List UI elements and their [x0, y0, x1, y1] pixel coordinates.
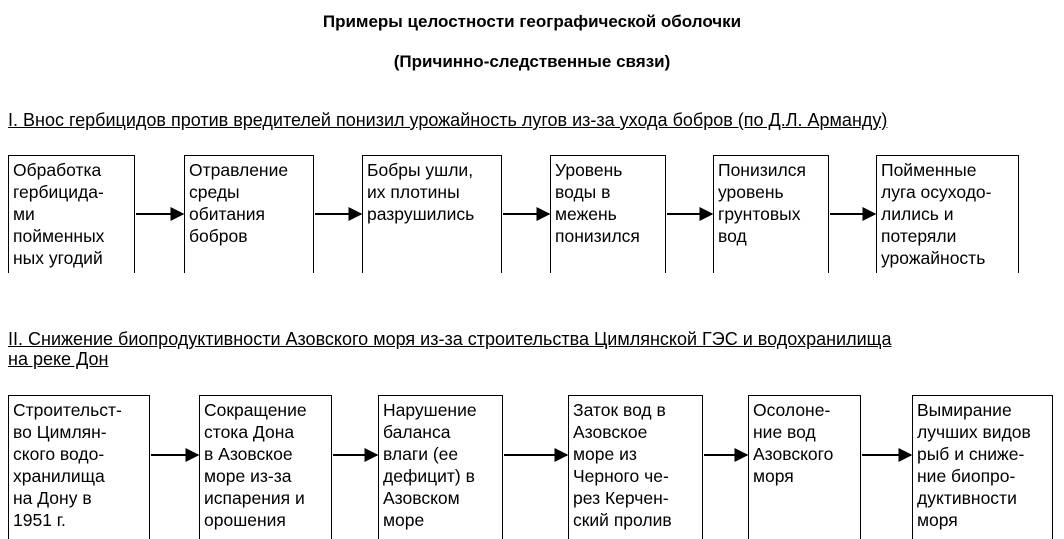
- section-2-box-5: Осолоне- ние вод Азовского моря: [748, 395, 861, 539]
- section-1-box-6: Пойменные луга осуходо- лились и потеряли урожайность: [876, 155, 1019, 273]
- section-2-box-4: Заток вод в Азовское море из Черного че- рез Керчен- ский пролив: [568, 395, 703, 539]
- page-subtitle: (Причинно-следственные связи): [393, 52, 671, 71]
- section-2-heading: II. Снижение биопродуктивности Азовского моря из-за строительства Цимлянской ГЭС и водохранилища на реке Дон: [8, 329, 892, 369]
- page-title: Примеры целостности географической оболочки: [322, 12, 742, 31]
- section-1-box-2: Отравление среды обитания бобров: [184, 155, 314, 273]
- section-2-box-3: Нарушение баланса влаги (ее дефицит) в Азовском море: [378, 395, 503, 539]
- section-1-box-4: Уровень воды в межень понизился: [550, 155, 666, 273]
- section-2-box-1: Строительст- во Цимлян- ского водо- хранилища на Дону в 1951 г.: [8, 395, 150, 539]
- section-1-heading: I. Внос гербицидов против вредителей понизил урожайность лугов из-за ухода бобров (по Д.Л. Арманду): [8, 110, 888, 130]
- section-1-box-3: Бобры ушли, их плотины разрушились: [362, 155, 502, 273]
- section-2-box-2: Сокращение стока Дона в Азовское море из-за испарения и орошения: [199, 395, 332, 539]
- section-1-box-5: Понизился уровень грунтовых вод: [713, 155, 829, 273]
- section-1-box-1: Обработка гербицида- ми пойменных ных угодий: [8, 155, 135, 273]
- section-2-box-6: Вымирание лучших видов рыб и сниже- ние биопро- дуктивности моря: [912, 395, 1053, 539]
